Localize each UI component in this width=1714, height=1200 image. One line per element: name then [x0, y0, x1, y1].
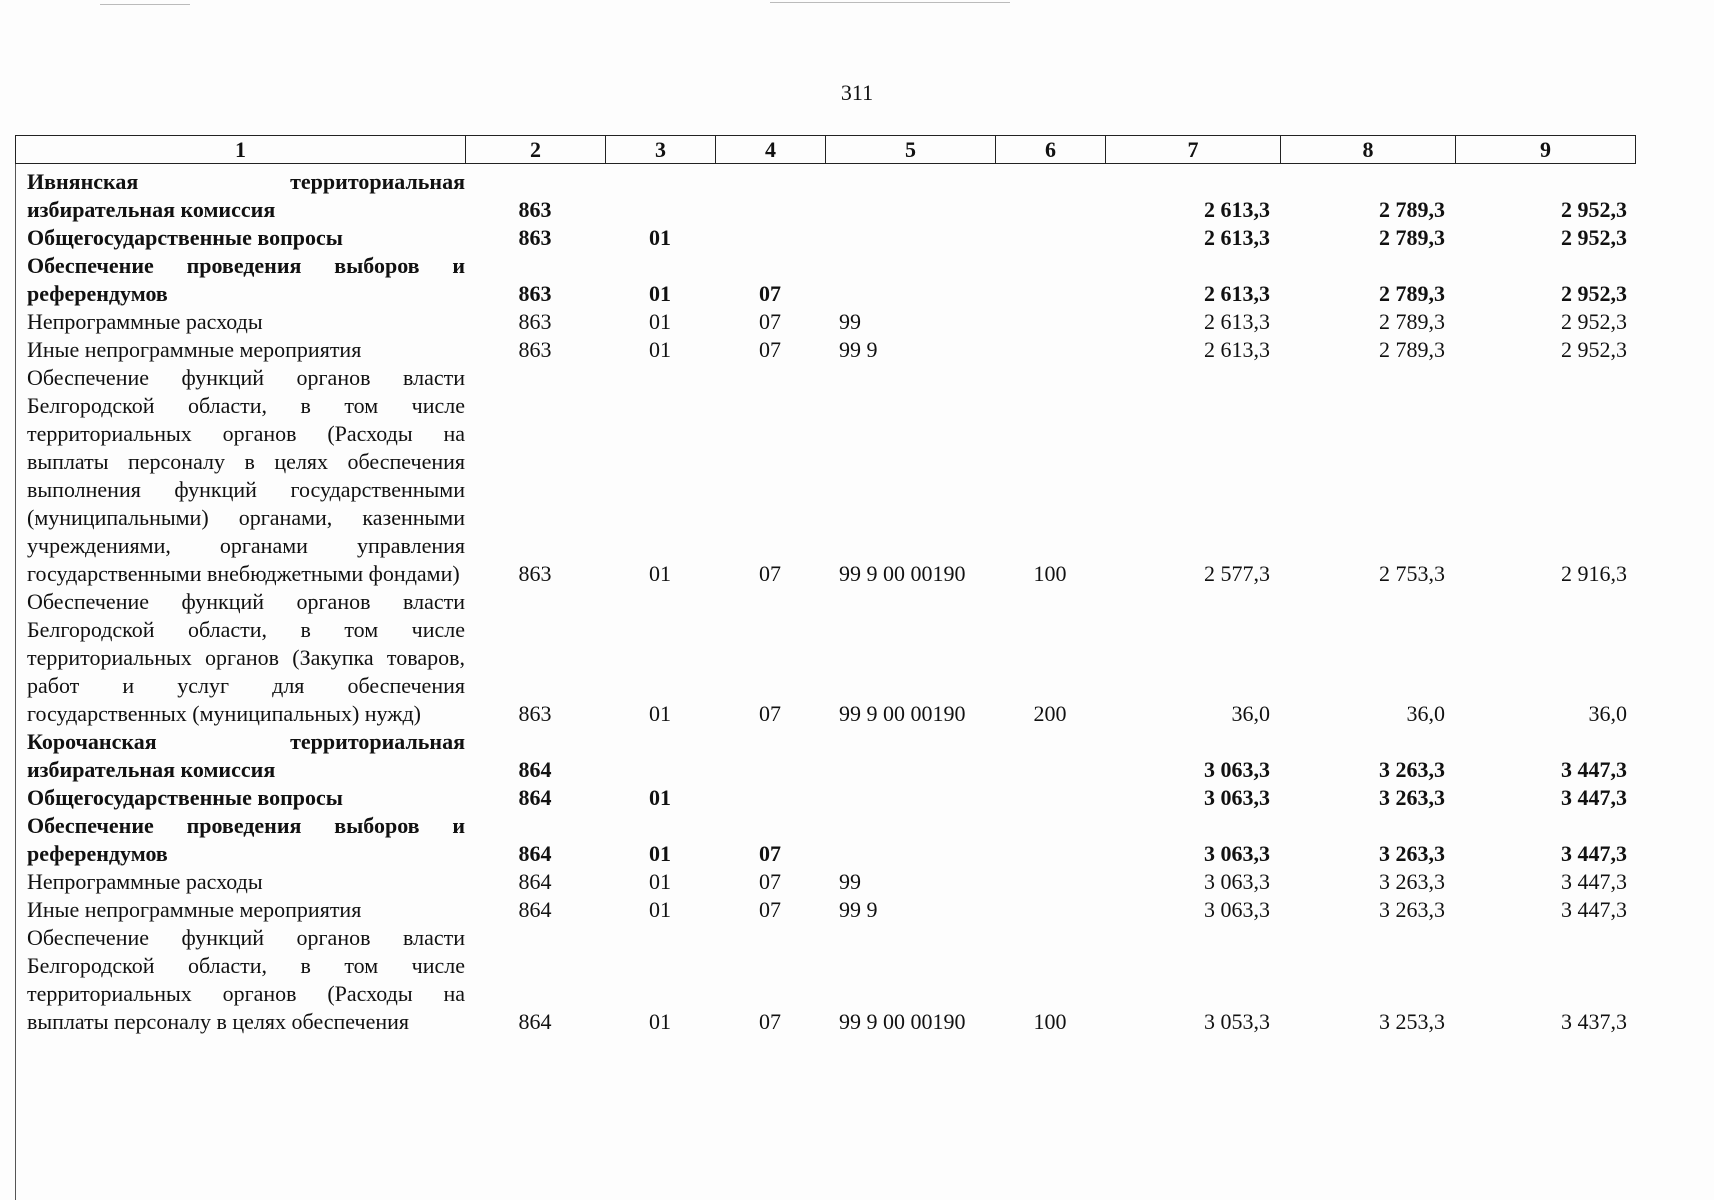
cell-col2: 864	[518, 1009, 552, 1034]
cell-col4: 07	[759, 281, 781, 306]
row-name: Иные непрограммные мероприятия	[27, 337, 362, 362]
cell-col7: 2 613,3	[1204, 309, 1270, 334]
cell-col8: 3 263,3	[1379, 869, 1445, 894]
cell-col9: 2 916,3	[1561, 561, 1627, 586]
cell-col7: 2 613,3	[1204, 281, 1270, 306]
cell-col9: 3 447,3	[1561, 897, 1627, 922]
cell-col5: 99 9 00 00190	[839, 701, 966, 726]
row-name: Обеспечение функций органов власти Белгородской области, в том числе территориальных органов (Закупка товаров, работ и услуг для обеспечения государственных (муниципальных) нужд)	[27, 589, 465, 726]
cell-col3: 01	[649, 841, 671, 866]
cell-col2: 863	[518, 337, 552, 362]
cell-col2: 863	[518, 309, 552, 334]
table-row	[15, 868, 1635, 896]
cell-col9: 3 447,3	[1561, 869, 1627, 894]
cell-col3: 01	[649, 281, 671, 306]
cell-col7: 3 063,3	[1204, 897, 1270, 922]
cell-col8: 2 789,3	[1379, 225, 1445, 250]
cell-col5: 99 9 00 00190	[839, 1009, 966, 1034]
page-number: 311	[840, 80, 874, 105]
row-name: Общегосударственные вопросы	[27, 785, 343, 810]
cell-col7: 3 063,3	[1204, 785, 1270, 810]
cell-col2: 864	[518, 869, 552, 894]
cell-col8: 2 789,3	[1379, 337, 1445, 362]
cell-col4: 07	[759, 561, 781, 586]
cell-col7: 2 613,3	[1204, 225, 1270, 250]
cell-col8: 2 789,3	[1379, 197, 1445, 222]
cell-col4: 07	[759, 897, 781, 922]
cell-col7: 3 063,3	[1204, 841, 1270, 866]
cell-col7: 3 063,3	[1204, 869, 1270, 894]
table-row	[15, 812, 1635, 868]
table-row	[15, 308, 1635, 336]
cell-col8: 2 789,3	[1379, 309, 1445, 334]
scan-artifact-line	[770, 2, 1010, 3]
budget-table-body	[15, 168, 1635, 1036]
cell-col9: 2 952,3	[1561, 309, 1627, 334]
cell-col8: 36,0	[1406, 701, 1445, 726]
cell-col3: 01	[649, 897, 671, 922]
cell-col9: 2 952,3	[1561, 197, 1627, 222]
table-row	[15, 728, 1635, 784]
column-number-header	[15, 135, 1636, 164]
row-name: Непрограммные расходы	[27, 869, 263, 894]
cell-col4: 07	[759, 701, 781, 726]
table-row	[15, 896, 1635, 924]
column-header: 8	[1281, 136, 1456, 164]
cell-col3: 01	[649, 337, 671, 362]
cell-col2: 863	[518, 701, 552, 726]
cell-col3: 01	[649, 561, 671, 586]
table-row	[15, 364, 1635, 588]
cell-col6: 200	[1033, 701, 1067, 726]
cell-col4: 07	[759, 309, 781, 334]
row-name: Общегосударственные вопросы	[27, 225, 343, 250]
cell-col7: 36,0	[1231, 701, 1270, 726]
column-header: 2	[466, 136, 606, 164]
table-row	[15, 252, 1635, 308]
row-name: Обеспечение функций органов власти Белгородской области, в том числе территориальных органов (Расходы на выплаты персоналу в целях обеспечения выполнения функций государственными (муниципальными) органами, казенными учреждениями, органами управления государственными внебюджетными фондами)	[27, 365, 465, 586]
cell-col9: 2 952,3	[1561, 225, 1627, 250]
cell-col8: 3 263,3	[1379, 897, 1445, 922]
table-row	[15, 784, 1635, 812]
cell-col5: 99	[839, 869, 861, 894]
cell-col2: 863	[518, 197, 552, 222]
cell-col4: 07	[759, 1009, 781, 1034]
cell-col4: 07	[759, 841, 781, 866]
table-row	[15, 924, 1635, 1036]
cell-col8: 3 263,3	[1379, 841, 1445, 866]
cell-col3: 01	[649, 869, 671, 894]
row-name: Обеспечение проведения выборов и референдумов	[27, 253, 465, 306]
cell-col2: 864	[518, 841, 552, 866]
cell-col2: 864	[518, 785, 552, 810]
cell-col8: 3 253,3	[1379, 1009, 1445, 1034]
row-name: Обеспечение проведения выборов и референдумов	[27, 813, 465, 866]
cell-col2: 864	[518, 757, 552, 782]
cell-col7: 3 053,3	[1204, 1009, 1270, 1034]
column-header: 6	[996, 136, 1106, 164]
cell-col2: 863	[518, 281, 552, 306]
cell-col9: 2 952,3	[1561, 337, 1627, 362]
cell-col9: 3 437,3	[1561, 1009, 1627, 1034]
cell-col9: 36,0	[1588, 701, 1627, 726]
row-name: Ивнянская территориальная избирательная комиссия	[27, 169, 465, 222]
cell-col7: 3 063,3	[1204, 757, 1270, 782]
cell-col6: 100	[1033, 1009, 1067, 1034]
row-name: Непрограммные расходы	[27, 309, 263, 334]
column-header: 1	[16, 136, 466, 164]
cell-col2: 863	[518, 561, 552, 586]
row-name: Корочанская территориальная избирательная комиссия	[27, 729, 465, 782]
column-header: 5	[826, 136, 996, 164]
cell-col7: 2 613,3	[1204, 197, 1270, 222]
column-header: 3	[606, 136, 716, 164]
cell-col7: 2 577,3	[1204, 561, 1270, 586]
column-header: 9	[1456, 136, 1636, 164]
cell-col8: 2 789,3	[1379, 281, 1445, 306]
cell-col8: 3 263,3	[1379, 757, 1445, 782]
cell-col5: 99 9	[839, 337, 878, 362]
cell-col5: 99 9 00 00190	[839, 561, 966, 586]
table-row	[15, 336, 1635, 364]
cell-col7: 2 613,3	[1204, 337, 1270, 362]
cell-col8: 3 263,3	[1379, 785, 1445, 810]
cell-col4: 07	[759, 337, 781, 362]
column-header: 7	[1106, 136, 1281, 164]
scan-artifact-line	[100, 4, 190, 5]
cell-col9: 3 447,3	[1561, 757, 1627, 782]
column-header: 4	[716, 136, 826, 164]
cell-col2: 864	[518, 897, 552, 922]
cell-col6: 100	[1033, 561, 1067, 586]
cell-col5: 99 9	[839, 897, 878, 922]
cell-col3: 01	[649, 701, 671, 726]
row-name: Обеспечение функций органов власти Белгородской области, в том числе территориальных органов (Расходы на выплаты персоналу в целях обеспечения	[27, 925, 465, 1034]
table-row	[15, 168, 1635, 224]
table-row	[15, 588, 1635, 728]
cell-col5: 99	[839, 309, 861, 334]
cell-col8: 2 753,3	[1379, 561, 1445, 586]
cell-col3: 01	[649, 1009, 671, 1034]
cell-col2: 863	[518, 225, 552, 250]
cell-col9: 3 447,3	[1561, 785, 1627, 810]
table-row	[15, 224, 1635, 252]
cell-col3: 01	[649, 309, 671, 334]
cell-col4: 07	[759, 869, 781, 894]
cell-col9: 2 952,3	[1561, 281, 1627, 306]
row-name: Иные непрограммные мероприятия	[27, 897, 362, 922]
cell-col3: 01	[649, 225, 671, 250]
cell-col3: 01	[649, 785, 671, 810]
cell-col9: 3 447,3	[1561, 841, 1627, 866]
